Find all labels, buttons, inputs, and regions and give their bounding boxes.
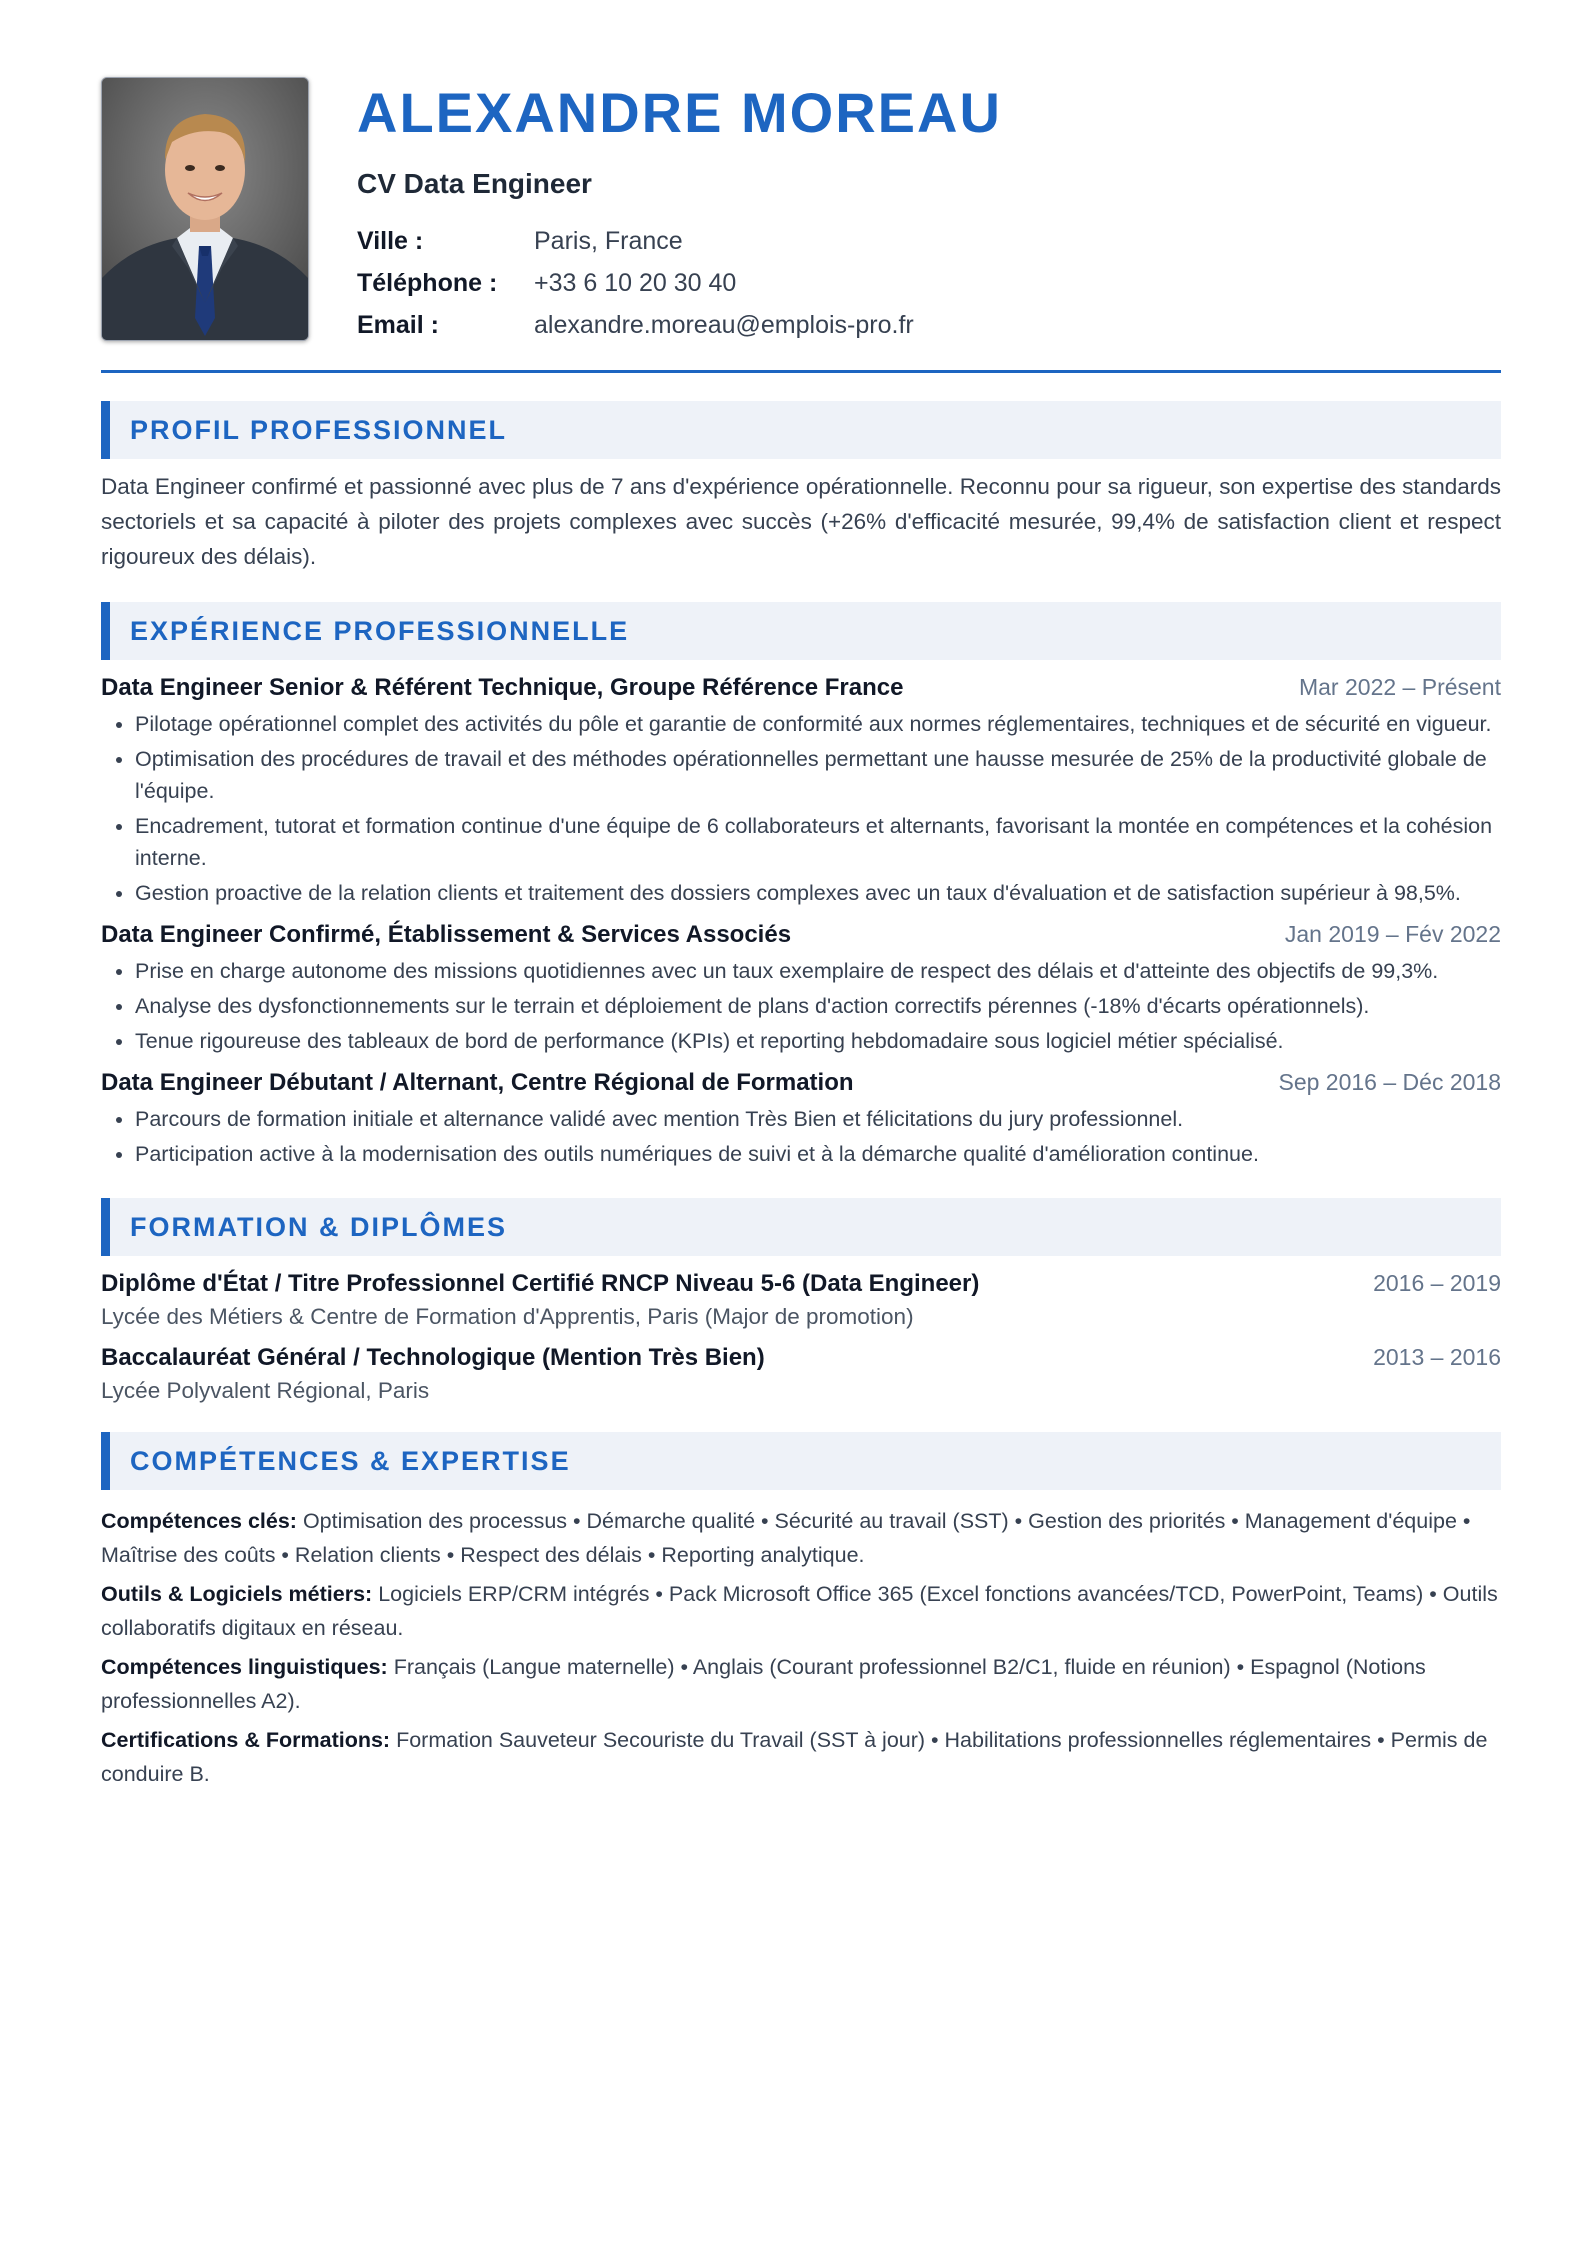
list-item: • Prise en charge autonome des missions quotidiennes avec un taux exemplaire de respect des délais et d'atteinte des objectifs de 99,3%. [135, 955, 1501, 987]
education-entry [101, 1344, 1501, 1404]
section-title-experience: EXPÉRIENCE PROFESSIONNELLE [101, 602, 1501, 660]
list-item: • Pilotage opérationnel complet des activités du pôle et garantie de conformité aux normes réglementaires, techniques et de sécurité en vigueur. [135, 708, 1501, 740]
job-header [101, 1069, 1501, 1097]
job-bullets [101, 1103, 1501, 1170]
skill-text: Formation Sauveteur Secouriste du Travail (SST à jour) • Habilitations professionnelles réglementaires • Permis de conduire B. [101, 1728, 1488, 1786]
degree-date: 2016 – 2019 [1373, 1270, 1501, 1296]
job-title: Data Engineer Confirmé, Établissement & Services Associés [101, 921, 792, 948]
cv-subtitle: CV Data Engineer [357, 168, 592, 199]
contact-email [357, 304, 1002, 346]
job-title: Data Engineer Débutant / Alternant, Centre Régional de Formation [101, 1069, 854, 1096]
skill-label: Outils & Logiciels métiers: [101, 1582, 373, 1606]
school-name: Lycée des Métiers & Centre de Formation d'Apprentis, Paris (Major de promotion) [101, 1304, 914, 1329]
skill-label: Compétences linguistiques: [101, 1655, 388, 1679]
profile-text: Data Engineer confirmé et passionné avec plus de 7 ans d'expérience opérationnelle. Reconnu pour sa rigueur, son expertise des standards sectoriels et sa capacité à piloter des projets complexes avec succès (+26% d'efficacité mesurée, 99,4% de satisfaction client et respect rigoureux des délais). [101, 474, 1501, 569]
job-entry [101, 1069, 1501, 1170]
skills-list [101, 1504, 1501, 1791]
contact-list [357, 220, 1002, 346]
education-list [101, 1270, 1501, 1404]
list-item: • Analyse des dysfonctionnements sur le terrain et déploiement de plans d'action correctifs pérennes (-18% d'écarts opérationnels). [135, 990, 1501, 1022]
skill-label: Compétences clés: [101, 1509, 297, 1533]
section-title-education: FORMATION & DIPLÔMES [101, 1198, 1501, 1256]
list-item: • Optimisation des procédures de travail et des méthodes opérationnelles permettant une hausse mesurée de 25% de la productivité globale de l'équipe. [135, 743, 1501, 807]
skill-text: Logiciels ERP/CRM intégrés • Pack Microsoft Office 365 (Excel fonctions avancées/TCD, PowerPoint, Teams) • Outils collaboratifs digitaux en réseau. [101, 1582, 1498, 1640]
education-header [101, 1270, 1501, 1298]
skill-text: Français (Langue maternelle) • Anglais (Courant professionnel B2/C1, fluide en réunion) • Espagnol (Notions professionnelles A2). [101, 1655, 1426, 1713]
job-entry [101, 921, 1501, 1057]
job-date: Mar 2022 – Présent [1298, 674, 1501, 700]
skill-item [101, 1577, 1501, 1645]
list-item: • Parcours de formation initiale et alternance validé avec mention Très Bien et félicitations du jury professionnel. [135, 1103, 1501, 1135]
list-item: • Participation active à la modernisation des outils numériques de suivi et à la démarche qualité d'amélioration continue. [135, 1138, 1501, 1170]
education-header [101, 1344, 1501, 1372]
job-bullets [101, 955, 1501, 1057]
contact-label: Email : [357, 311, 439, 339]
job-title: Data Engineer Senior & Référent Technique, Groupe Référence France [101, 674, 904, 701]
candidate-name: ALEXANDRE MOREAU [357, 81, 1002, 144]
contact-value: +33 6 10 20 30 40 [534, 269, 737, 297]
education-entry [101, 1270, 1501, 1330]
skill-item [101, 1650, 1501, 1718]
contact-phone [357, 262, 1002, 304]
profile-photo [101, 77, 309, 341]
cv-header [101, 77, 1501, 373]
job-header [101, 921, 1501, 949]
skill-item [101, 1504, 1501, 1572]
degree-title: Baccalauréat Général / Technologique (Mention Très Bien) [101, 1344, 765, 1371]
section-title-skills: COMPÉTENCES & EXPERTISE [101, 1432, 1501, 1490]
list-item: • Gestion proactive de la relation clients et traitement des dossiers complexes avec un taux d'évaluation et de satisfaction supérieur à 98,5%. [135, 877, 1501, 909]
degree-title: Diplôme d'État / Titre Professionnel Certifié RNCP Niveau 5-6 (Data Engineer) [101, 1270, 980, 1297]
portrait-illustration [102, 78, 308, 340]
job-bullets [101, 708, 1501, 909]
contact-value: Paris, France [534, 227, 683, 255]
job-date: Sep 2016 – Déc 2018 [1278, 1069, 1501, 1095]
skill-label: Certifications & Formations: [101, 1728, 391, 1752]
contact-label: Téléphone : [357, 269, 498, 297]
contact-city [357, 220, 1002, 262]
list-item: • Tenue rigoureuse des tableaux de bord de performance (KPIs) et reporting hebdomadaire sous logiciel métier spécialisé. [135, 1025, 1501, 1057]
job-header [101, 674, 1501, 702]
contact-value: alexandre.moreau@emplois-pro.fr [534, 311, 914, 339]
degree-date: 2013 – 2016 [1373, 1344, 1501, 1370]
school-name: Lycée Polyvalent Régional, Paris [101, 1378, 430, 1403]
header-info [357, 77, 1002, 346]
section-title-profile: PROFIL PROFESSIONNEL [101, 401, 1501, 459]
skill-text: Optimisation des processus • Démarche qualité • Sécurité au travail (SST) • Gestion des priorités • Management d'équipe • Maîtrise des coûts • Relation clients • Respect des délais • Reporting analytique. [101, 1509, 1471, 1567]
job-date: Jan 2019 – Fév 2022 [1284, 921, 1501, 947]
job-entry [101, 674, 1501, 909]
skill-item [101, 1723, 1501, 1791]
contact-label: Ville : [357, 227, 424, 255]
list-item: • Encadrement, tutorat et formation continue d'une équipe de 6 collaborateurs et alternants, favorisant la montée en compétences et la cohésion interne. [135, 810, 1501, 874]
experience-list [101, 674, 1501, 1170]
